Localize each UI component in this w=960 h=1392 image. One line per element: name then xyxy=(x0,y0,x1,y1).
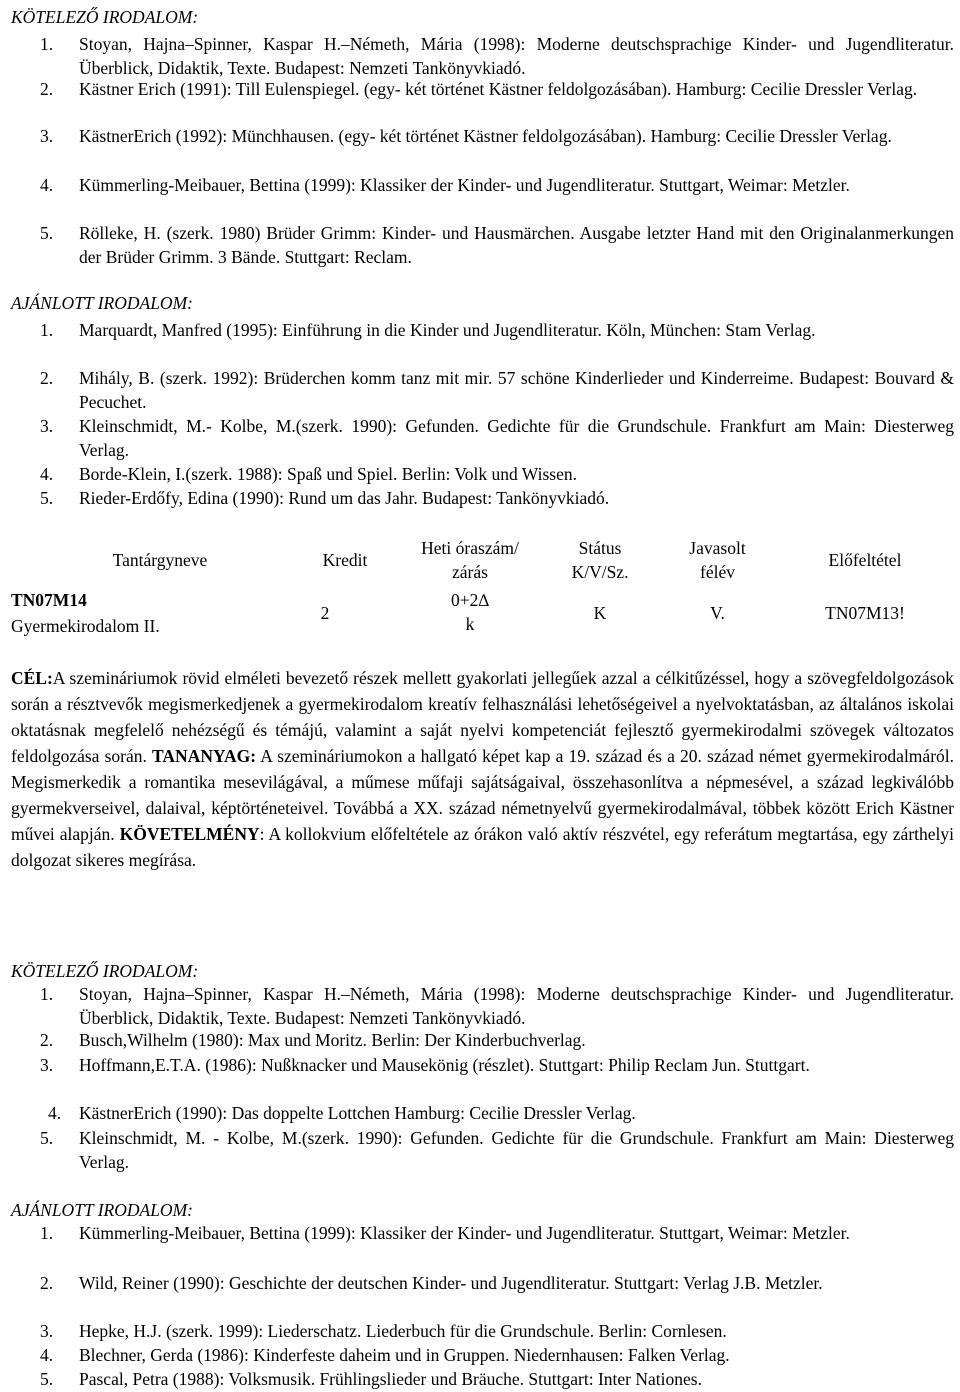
item-text: Kümmerling-Meibauer, Bettina (1999): Klassiker der Kinder- und Jugendliteratur. Stuttgart, Weimar: Metzler. xyxy=(79,175,850,195)
item-text: Kleinschmidt, M. - Kolbe, M.(szerk. 1990): Gefunden. Gedichte für die Grundschule. Frankfurt am Main: Diesterweg Verlag. xyxy=(79,1128,954,1172)
item-text: Kästner Erich (1991): Till Eulenspiegel. (egy- két történet Kästner feldolgozásában). Hamburg: Cecilie Dressler Verlag. xyxy=(79,79,918,99)
item-text: Mihály, B. (szerk. 1992): Brüderchen komm tanz mit mir. 57 schöne Kinderlieder und Kinderreime. Budapest: Bouvard & Pecuchet. xyxy=(79,368,954,412)
item-number: 4. xyxy=(40,464,54,484)
list-item xyxy=(40,486,954,510)
header-semester-1: Javasolt xyxy=(689,538,746,558)
list-item xyxy=(40,1028,954,1052)
list-item xyxy=(40,173,954,197)
item-text: Borde-Klein, I.(szerk. 1988): Spaß und Spiel. Berlin: Volk und Wissen. xyxy=(79,464,577,484)
list-item xyxy=(40,414,954,462)
list-item xyxy=(40,1271,954,1295)
section-heading-recommended-1: AJÁNLOTT IRODALOM: xyxy=(11,293,193,313)
item-text: Rieder-Erdőfy, Edina (1990): Rund um das Jahr. Budapest: Tankönyvkiadó. xyxy=(79,488,610,508)
item-number: 1. xyxy=(40,34,54,54)
item-text: Blechner, Gerda (1986): Kinderfeste daheim und in Gruppen. Niedernhausen: Falken Verlag. xyxy=(79,1345,730,1365)
item-number: 3. xyxy=(40,1055,54,1075)
item-number: 2. xyxy=(40,1030,54,1050)
item-text: Kleinschmidt, M.- Kolbe, M.(szerk. 1990): Gefunden. Gedichte für die Grundschule. Frankfurt am Main: Diesterweg Verlag. xyxy=(79,416,954,460)
item-text: KästnerErich (1992): Münchhausen. (egy- két történet Kästner feldolgozásában). Hamburg: Cecilie Dressler Verlag. xyxy=(79,126,892,146)
item-number: 2. xyxy=(40,368,54,388)
course-hours-1: 0+2∆ xyxy=(450,590,490,610)
item-number: 1. xyxy=(40,320,54,340)
list-item xyxy=(40,32,954,80)
item-number: 5. xyxy=(40,1128,54,1148)
list-item xyxy=(40,1367,954,1391)
item-text: Pascal, Petra (1988): Volksmusik. Frühlingslieder und Bräuche. Stuttgart: Inter Nationes. xyxy=(79,1369,702,1389)
list-item xyxy=(40,982,954,1030)
item-text: Rölleke, H. (szerk. 1980) Brüder Grimm: Kinder- und Hausmärchen. Ausgabe letzter Hand mit den Originalanmerkungen der Brüder Grimm. 3 Bände. Stuttgart: Reclam. xyxy=(79,223,954,267)
item-text: Kümmerling-Meibauer, Bettina (1999): Klassiker der Kinder- und Jugendliteratur. Stuttgart, Weimar: Metzler. xyxy=(79,1223,850,1243)
list-item xyxy=(40,1221,954,1245)
section-heading-recommended-2: AJÁNLOTT IRODALOM: xyxy=(11,1200,193,1220)
course-semester: V. xyxy=(710,603,725,623)
list-item xyxy=(40,221,954,269)
course-hours-2: k xyxy=(465,614,475,634)
course-kredit: 2 xyxy=(320,603,330,623)
header-hours-1: Heti óraszám/ xyxy=(421,538,519,558)
cel-label: CÉL: xyxy=(11,668,53,688)
header-prereq: Előfeltétel xyxy=(828,550,902,570)
course-code: TN07M14 xyxy=(11,590,87,610)
header-semester-2: félév xyxy=(700,562,735,582)
course-prereq: TN07M13! xyxy=(825,603,905,623)
header-status-1: Státus xyxy=(578,538,622,558)
header-status-2: K/V/Sz. xyxy=(571,562,629,582)
tananyag-text: A szemináriumokon a hallgató képet kap a 19. század és a 20. század német gyermekirodalmáról. Megismerkedik a romantika mesevilágával, a műmese műfaji sajátságaival, összehasonlítva a népmesével, a század legkiválóbb gyermekverseivel, dalaival, képtörténeteivel. Továbbá a XX. század németnyelvű gyermekirodalmával, többek között Erich Kästner művei alapján. xyxy=(11,746,955,844)
item-text: Hoffmann,E.T.A. (1986): Nußknacker und Mausekönig (részlet). Stuttgart: Philip Reclam Jun. Stuttgart. xyxy=(79,1055,810,1075)
item-number: 3. xyxy=(40,126,54,146)
item-text: Stoyan, Hajna–Spinner, Kaspar H.–Németh, Mária (1998): Moderne deutschsprachige Kinder- und Jugendliteratur. Überblick, Didaktik, Texte. Budapest: Nemzeti Tankönyvkiadó. xyxy=(79,984,954,1028)
item-number: 5. xyxy=(40,1369,54,1389)
header-name: Tantárgyneve xyxy=(112,550,208,570)
item-number: 5. xyxy=(40,223,54,243)
course-status: K xyxy=(593,603,607,623)
list-item xyxy=(40,1319,954,1343)
item-number: 2. xyxy=(40,1273,54,1293)
item-number: 3. xyxy=(40,416,54,436)
item-text: Hepke, H.J. (szerk. 1999): Liederschatz. Liederbuch für die Grundschule. Berlin: Cornlesen. xyxy=(79,1321,727,1341)
list-item xyxy=(40,462,954,486)
list-item xyxy=(40,318,954,342)
item-text: KästnerErich (1990): Das doppelte Lottchen Hamburg: Cecilie Dressler Verlag. xyxy=(79,1103,636,1123)
kovetelmeny-label: KÖVETELMÉNY xyxy=(119,824,260,844)
item-number: 5. xyxy=(40,488,54,508)
course-description xyxy=(11,665,954,873)
item-text: Busch,Wilhelm (1980): Max und Moritz. Berlin: Der Kinderbuchverlag. xyxy=(79,1030,586,1050)
item-text: Stoyan, Hajna–Spinner, Kaspar H.–Németh, Mária (1998): Moderne deutschsprachige Kinder- und Jugendliteratur. Überblick, Didaktik, Texte. Budapest: Nemzeti Tankönyvkiadó. xyxy=(79,34,954,78)
header-hours-2: zárás xyxy=(452,562,488,582)
section-heading-required-2: KÖTELEZŐ IRODALOM: xyxy=(11,961,199,981)
item-number: 2. xyxy=(40,79,54,99)
list-item xyxy=(40,1053,954,1077)
item-text: Marquardt, Manfred (1995): Einführung in die Kinder und Jugendliteratur. Köln, München: Stam Verlag. xyxy=(79,320,816,340)
kovetelmeny-text: : A kollokvium előfeltétele az órákon való aktív részvétel, egy referátum megtartása, egy zárthelyi dolgozat sikeres megírása. xyxy=(11,824,955,870)
list-item xyxy=(40,1101,954,1125)
item-number: 1. xyxy=(40,984,54,1004)
list-item xyxy=(40,124,954,148)
list-item xyxy=(40,1126,954,1174)
cel-text: A szemináriumok rövid elméleti bevezető részek mellett gyakorlati jellegűek azzal a célkitűzéssel, hogy a szövegfeldolgozások során a résztvevők megismerkedjenek a gyermekirodalom kreatív felhasználási lehetőségeivel a nyelvoktatásban, az általános iskolai oktatásnak megfelelő nehézségű és témájú, valamint a saját nyelvi kompetenciát fejlesztő gyermekirodalmi szövegek változatos feldolgozása során. xyxy=(11,668,954,766)
item-number: 4. xyxy=(40,175,54,195)
header-kredit: Kredit xyxy=(322,550,368,570)
tananyag-label: TANANYAG: xyxy=(152,746,257,766)
item-number: 3. xyxy=(40,1321,54,1341)
item-text: Wild, Reiner (1990): Geschichte der deutschen Kinder- und Jugendliteratur. Stuttgart: Verlag J.B. Metzler. xyxy=(79,1273,823,1293)
item-number: 4. xyxy=(48,1103,62,1123)
list-item xyxy=(40,1343,954,1367)
list-item xyxy=(40,77,954,101)
course-name: Gyermekirodalom II. xyxy=(11,616,160,636)
item-number: 1. xyxy=(40,1223,54,1243)
list-item xyxy=(40,366,954,414)
item-number: 4. xyxy=(40,1345,54,1365)
section-heading-required-1: KÖTELEZŐ IRODALOM: xyxy=(11,7,199,27)
